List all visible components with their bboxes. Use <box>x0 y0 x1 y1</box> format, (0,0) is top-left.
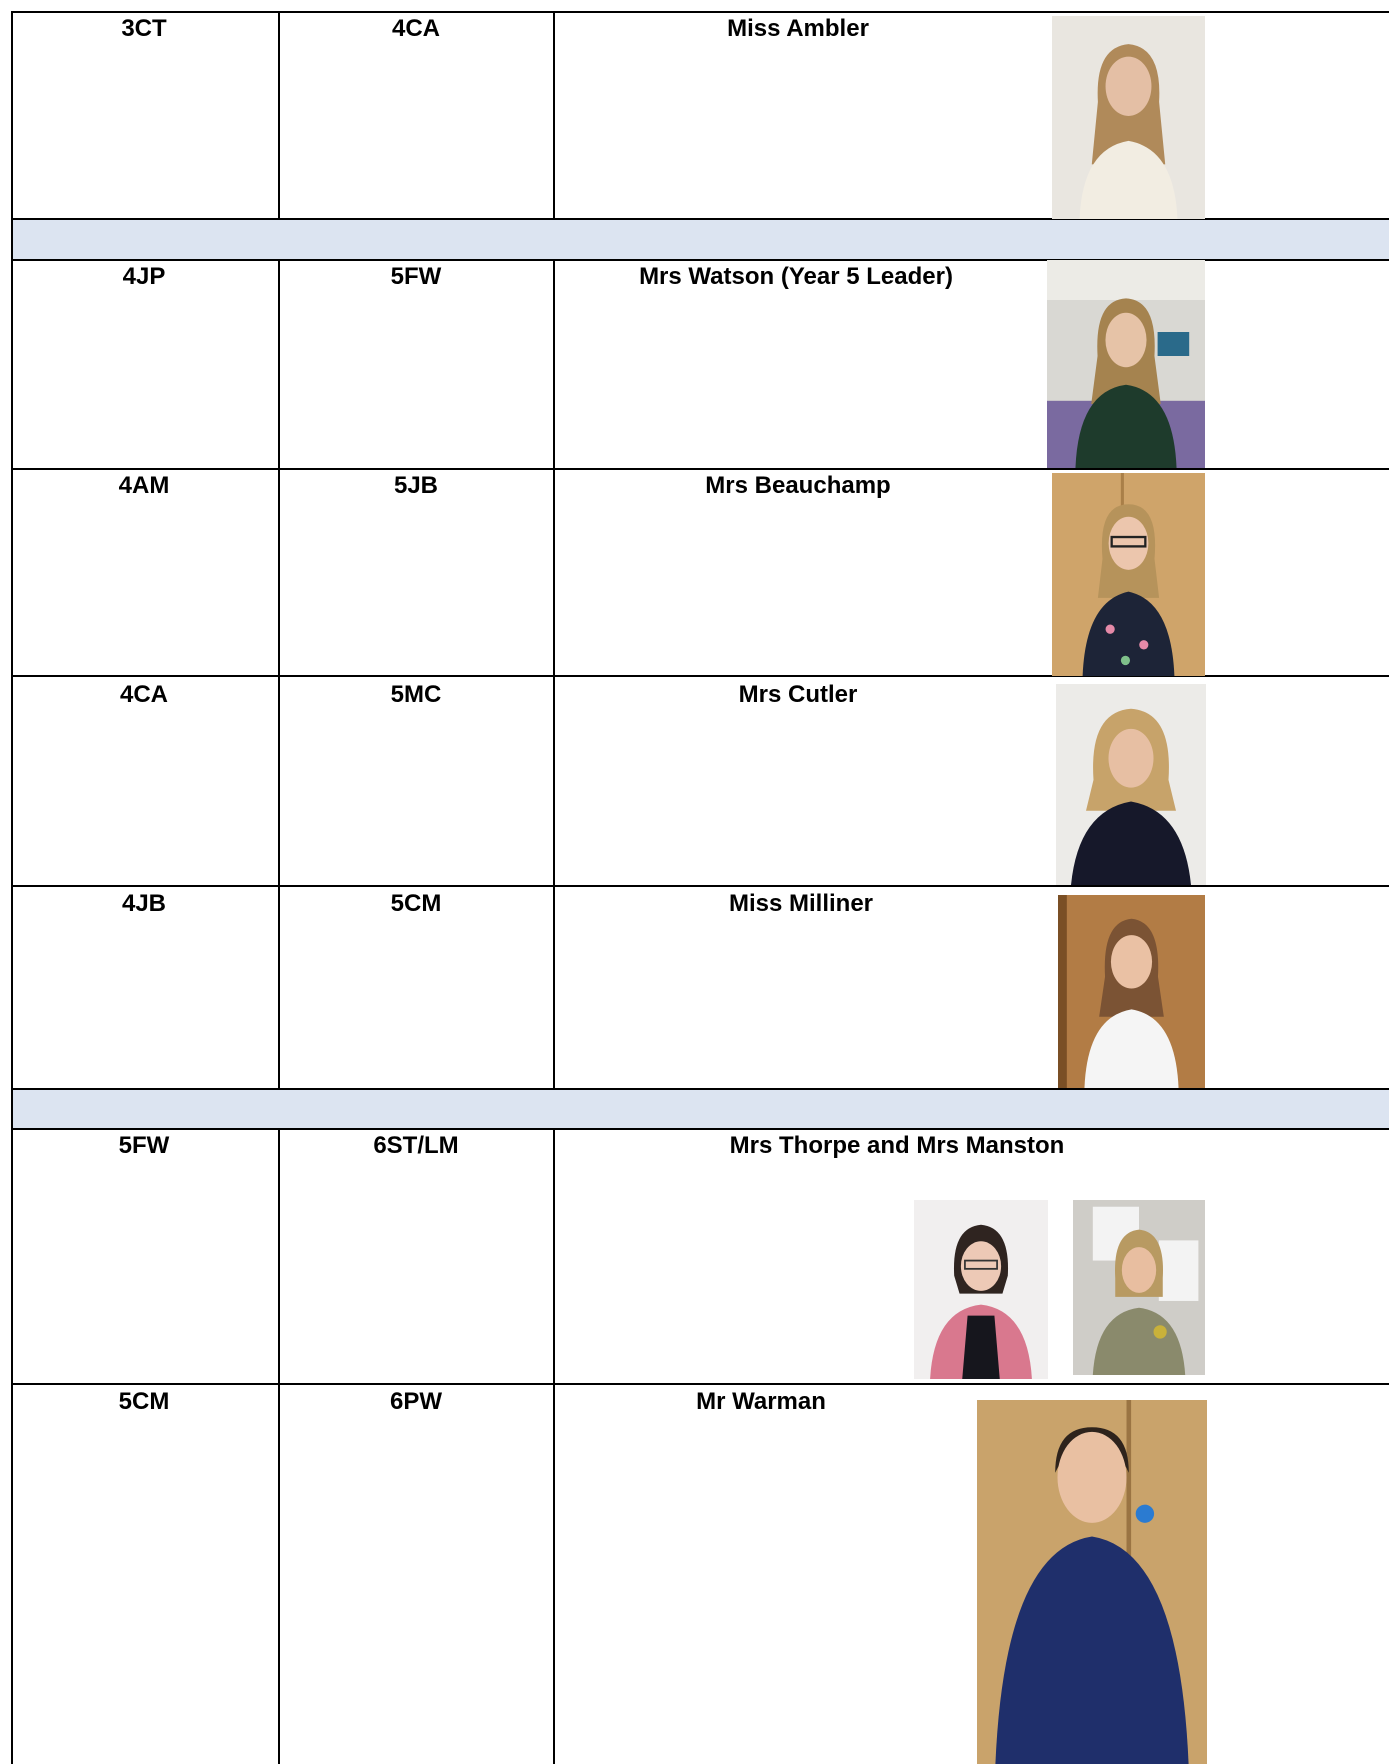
row-divider <box>11 1383 1389 1385</box>
table-border-left <box>11 220 13 259</box>
row-divider <box>11 468 1389 470</box>
teacher-photo <box>914 1200 1048 1379</box>
teacher-photo <box>1056 684 1206 885</box>
teacher-name: Miss Ambler <box>727 15 869 42</box>
new-class: 5JB <box>393 472 439 499</box>
new-class: 6PW <box>389 1388 443 1415</box>
new-class: 5CM <box>390 890 442 917</box>
table-border-left <box>11 11 13 220</box>
row-divider <box>11 1128 1389 1130</box>
current-class: 3CT <box>121 15 167 42</box>
teacher-photo <box>1058 895 1205 1088</box>
teacher-name: Miss Milliner <box>728 890 874 917</box>
row-divider <box>11 885 1389 887</box>
teacher-name: Mrs Cutler <box>738 681 858 708</box>
section-separator-band <box>13 220 1389 259</box>
teacher-name: Mrs Watson (Year 5 Leader) <box>639 263 953 290</box>
table-border-left <box>11 1128 13 1764</box>
teacher-name: Mr Warman <box>696 1388 826 1415</box>
new-class: 6ST/LM <box>373 1132 459 1159</box>
current-class: 4CA <box>119 681 169 708</box>
column-divider <box>553 259 555 1090</box>
column-divider <box>553 1128 555 1764</box>
current-class: 5FW <box>118 1132 170 1159</box>
teacher-name: Mrs Thorpe and Mrs Manston <box>729 1132 1065 1159</box>
new-class: 5MC <box>390 681 442 708</box>
teacher-photo <box>1047 260 1205 468</box>
teacher-photo <box>1052 16 1205 219</box>
teacher-photo <box>977 1400 1207 1764</box>
current-class: 4AM <box>118 472 170 499</box>
current-class: 4JP <box>122 263 166 290</box>
table-border-top <box>11 11 1389 13</box>
column-divider <box>553 11 555 220</box>
current-class: 5CM <box>118 1388 170 1415</box>
section-separator-band <box>13 1090 1389 1129</box>
table-border-left <box>11 1090 13 1128</box>
teacher-photo <box>1052 473 1205 676</box>
column-divider <box>278 259 280 1090</box>
current-class: 4JB <box>121 890 167 917</box>
new-class: 5FW <box>390 263 442 290</box>
column-divider <box>278 1128 280 1764</box>
class-transition-table <box>11 11 1389 1764</box>
new-class: 4CA <box>391 15 441 42</box>
teacher-name: Mrs Beauchamp <box>705 472 891 499</box>
column-divider <box>278 11 280 220</box>
table-border-left <box>11 259 13 1090</box>
teacher-photo <box>1073 1200 1205 1375</box>
